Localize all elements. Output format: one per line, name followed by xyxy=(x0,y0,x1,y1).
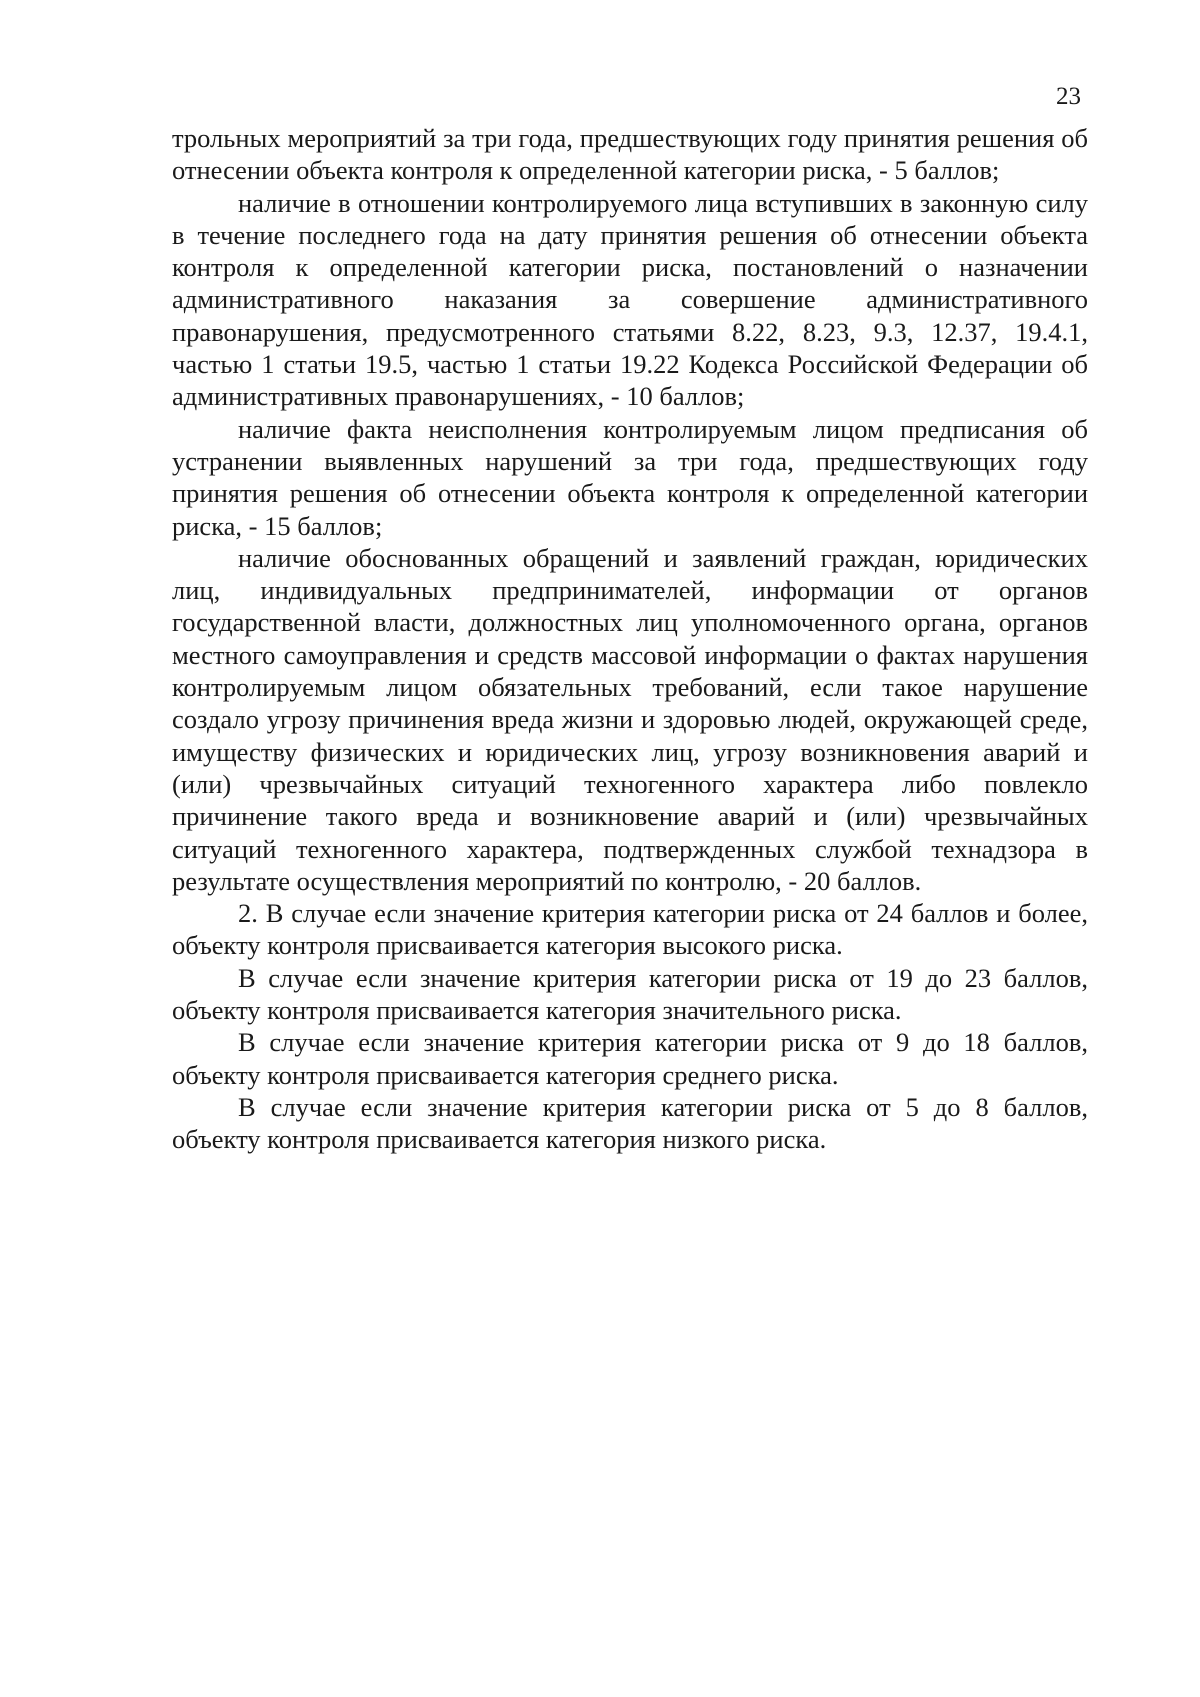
paragraph-medium-risk: В случае если значение критерия категории риска от 9 до 18 баллов, объекту контроля присваивается категория среднего риска. xyxy=(172,1027,1088,1090)
paragraph-criterion-order-noncompliance: наличие факта неисполнения контролируемым лицом предписания об устранении выявленных нарушений за три года, предшествующих году принятия решения об отнесении объекта контроля к определенной категории риска, - 15 баллов; xyxy=(172,413,1088,541)
paragraph-high-risk: 2. В случае если значение критерия категории риска от 24 баллов и более, объекту контроля присваивается категория высокого риска. xyxy=(172,898,1088,961)
paragraph-significant-risk: В случае если значение критерия категории риска от 19 до 23 баллов, объекту контроля присваивается категория значительного риска. xyxy=(172,962,1088,1026)
paragraph-continuation: трольных мероприятий за три года, предшествующих году принятия решения об отнесении объекта контроля к определенной категории риска, - 5 баллов; xyxy=(172,123,1088,186)
document-body xyxy=(172,122,1088,1156)
page-number: 23 xyxy=(1056,83,1081,110)
paragraph-low-risk: В случае если значение критерия категории риска от 5 до 8 баллов, объекту контроля присваивается категория низкого риска. xyxy=(172,1091,1088,1155)
paragraph-criterion-complaints: наличие обоснованных обращений и заявлений граждан, юридических лиц, индивидуальных предпринимателей, информации от органов государственной власти, должностных лиц уполномоченного органа, органов местного самоуправления и средств массовой информации о фактах нарушения контролируемым лицом обязательных требований, если такое нарушение создало угрозу причинения вреда жизни и здоровью людей, окружающей среде, имуществу физических и юридических лиц, угрозу возникновения аварий и (или) чрезвычайных ситуаций техногенного характера либо повлекло причинение такого вреда и возникновение аварий и (или) чрезвычайных ситуаций техногенного характера, подтвержденных службой технадзора в результате осуществления мероприятий по контролю, - 20 баллов. xyxy=(172,542,1088,896)
paragraph-criterion-court-decisions: наличие в отношении контролируемого лица вступивших в законную силу в течение последнего года на дату принятия решения об отнесении объекта контроля к определенной категории риска, постановлений о назначении административного наказания за совершение административного правонарушения, предусмотренного статьями 8.22, 8.23, 9.3, 12.37, 19.4.1, частью 1 статьи 19.5, частью 1 статьи 19.22 Кодекса Российской Федерации об административных правонарушениях, - 10 баллов; xyxy=(172,187,1088,412)
